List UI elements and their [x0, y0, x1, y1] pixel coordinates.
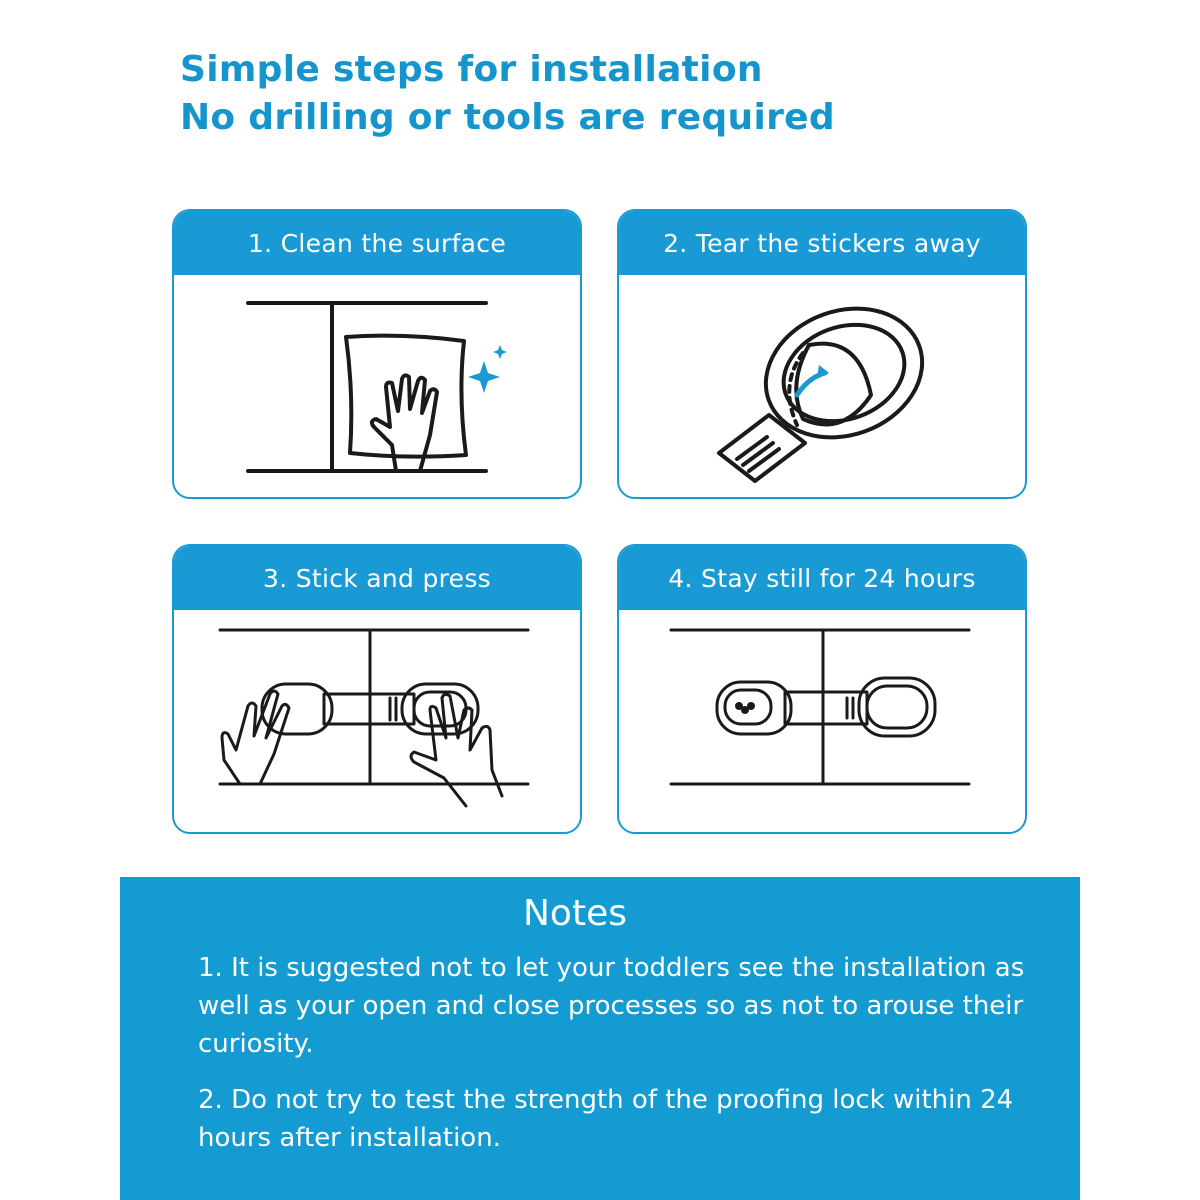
stick-press-icon — [174, 610, 580, 834]
notes-title: Notes — [523, 893, 627, 934]
step-title: 4. Stay still for 24 hours — [619, 546, 1025, 610]
step-title: 3. Stick and press — [174, 546, 580, 610]
page-headline — [180, 46, 835, 142]
tear-sticker-icon — [619, 275, 1025, 499]
step-card-4 — [617, 544, 1027, 834]
notes-panel — [120, 877, 1080, 1200]
note-item-1: 1. It is suggested not to let your toddlers see the installation as well as your open and close processes so as not to arouse their curiosity. — [198, 953, 1025, 1059]
step-title: 1. Clean the surface — [174, 211, 580, 275]
step-card-2 — [617, 209, 1027, 499]
headline-line-2: No drilling or tools are required — [180, 97, 835, 138]
clean-surface-icon — [174, 275, 580, 499]
headline-line-1: Simple steps for installation — [180, 49, 763, 90]
step-title: 2. Tear the stickers away — [619, 211, 1025, 275]
note-item-2: 2. Do not try to test the strength of the proofing lock within 24 hours after installation. — [198, 1085, 1014, 1153]
step-card-3 — [172, 544, 582, 834]
installed-lock-icon — [619, 610, 1025, 834]
step-card-1 — [172, 209, 582, 499]
